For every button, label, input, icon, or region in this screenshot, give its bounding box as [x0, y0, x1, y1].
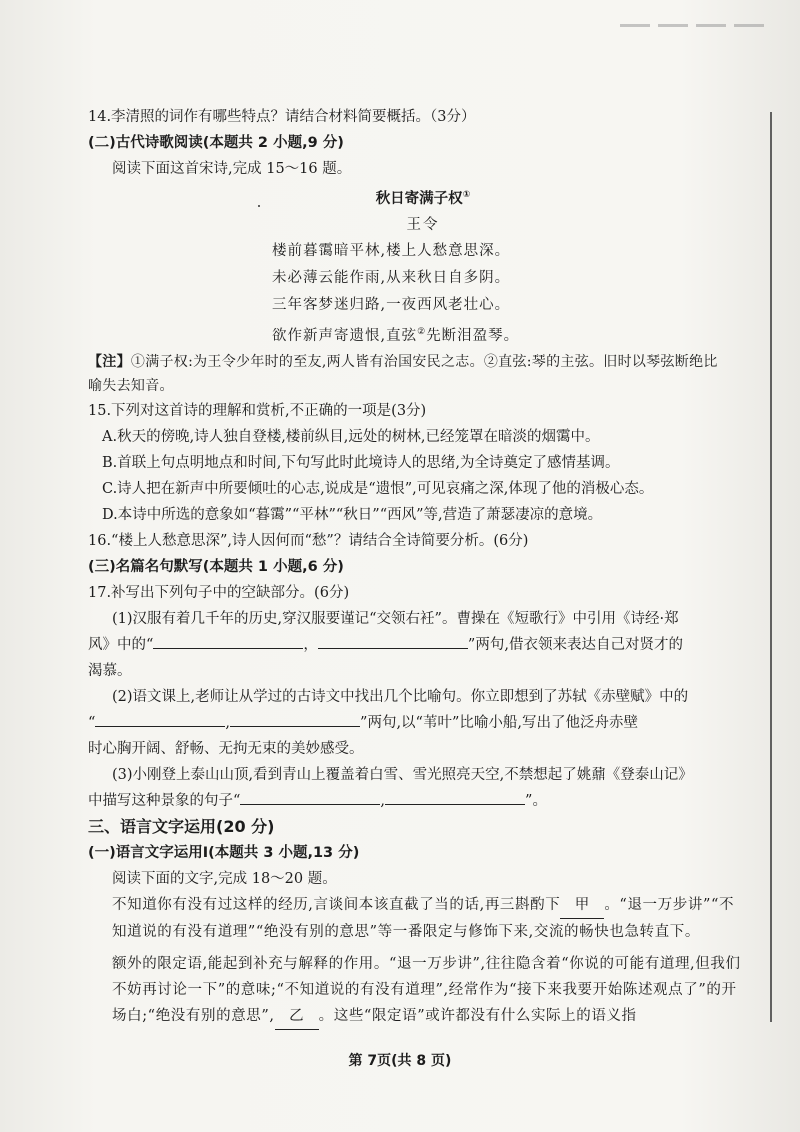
- question-15-option-d: D.本诗中所选的意象如“暮霭”“平林”“秋日”“西风”等,营造了萧瑟凄凉的意境。: [102, 506, 603, 523]
- poem-notes: [88, 350, 720, 398]
- reading-instruction-2: 阅读下面的文字,完成 18～20 题。: [112, 870, 337, 887]
- blank-marker-jia: 甲: [560, 892, 604, 919]
- q17-part2-prefix: “: [88, 714, 96, 731]
- q17-part2-line1: (2)语文课上,老师让从学过的古诗文中找出几个比喻句。你立即想到了苏轼《赤壁赋》中的: [112, 688, 689, 705]
- answer-blank-1[interactable]: [153, 632, 303, 649]
- answer-blank-5[interactable]: [240, 788, 380, 805]
- passage-p2-b: 。这些“限定语”或许都没有什么实际上的语义指: [318, 1007, 637, 1024]
- poem-line-4: [88, 319, 718, 350]
- section-3-heading: (三)名篇名句默写(本题共 1 小题,6 分): [88, 558, 344, 575]
- page-footer: 第 7页(共 8 页): [348, 1053, 452, 1069]
- question-17-stem: 17.补写出下列句子中的空缺部分。(6分): [88, 584, 350, 601]
- q17-part1-suffix: ”两句,借衣领来表达自己对贤才的: [467, 636, 683, 653]
- poem-author: 王令: [406, 216, 440, 233]
- q17-part3-separator: ,: [380, 792, 386, 809]
- poem-line-4-b: 先断泪盈琴。: [426, 327, 520, 344]
- poem-line-3: 三年客梦迷归路,一夜西风老壮心。: [272, 296, 511, 313]
- q17-part1-prefix: 风》中的“: [88, 636, 154, 653]
- q17-part1-line1: (1)汉服有着几千年的历史,穿汉服要谨记“交领右衽”。曹操在《短歌行》中引用《诗经·郑: [112, 610, 679, 627]
- margin-rule: [770, 112, 772, 1022]
- question-15-option-a: A.秋天的傍晚,诗人独自登楼,楼前纵目,远处的树林,已经笼罩在暗淡的烟霭中。: [102, 428, 600, 445]
- blank-marker-yi: 乙: [275, 1003, 319, 1030]
- poem-line-2: 未必薄云能作雨,从来秋日自多阴。: [272, 269, 511, 286]
- note-label: 【注】: [88, 353, 131, 370]
- q17-part3-line2: [88, 788, 718, 814]
- passage-p2-a: 额外的限定语,能起到补充与解释的作用。“退一万步讲”,往往隐含着“你说的可能有道理,但我们不妨再讨论一下”的意味;“不知道说的有没有道理”,经常作为“接下来我要开始陈述观点了”的开场白;“绝没有别的意思”,: [112, 955, 741, 1024]
- question-15-option-b: B.首联上句点明地点和时间,下句写此时此境诗人的思绪,为全诗奠定了感情基调。: [102, 454, 620, 471]
- part-3-heading: 三、语言文字运用(20 分): [88, 816, 275, 836]
- q17-part2-separator: ,: [225, 714, 231, 731]
- q17-part2-line3: 时心胸开阔、舒畅、无拘无束的美妙感受。: [88, 740, 364, 757]
- question-16: 16.“楼上人愁意思深”,诗人因何而“愁”？请结合全诗简要分析。(6分): [88, 532, 529, 549]
- q17-part2-suffix: ”两句,以“苇叶”比喻小船,写出了他泛舟赤壁: [360, 714, 638, 731]
- q17-part2-line2: [88, 710, 718, 736]
- note-text: ①满子权:为王令少年时的至友,两人皆有治国安民之志。②直弦:琴的主弦。旧时以琴弦断绝比喻失去知音。: [88, 353, 718, 394]
- question-14: 14.李清照的词作有哪些特点？请结合材料简要概括。（3分）: [88, 109, 476, 125]
- poem-title: [128, 182, 718, 212]
- answer-blank-2[interactable]: [318, 632, 468, 649]
- page-content: [88, 104, 741, 1030]
- poem-line-4-note-mark: ②: [417, 326, 427, 337]
- section-2-heading: (二)古代诗歌阅读(本题共 2 小题,9 分): [88, 135, 344, 151]
- scan-smudge: [620, 24, 770, 27]
- poem-title-text: 秋日寄满子权: [375, 190, 463, 207]
- passage-paragraph-2: [88, 951, 742, 1030]
- poem-line-1: 楼前暮霭暗平林,楼上人愁意思深。: [272, 242, 511, 259]
- question-15-stem: 15.下列对这首诗的理解和赏析,不正确的一项是(3分): [88, 402, 427, 419]
- answer-blank-4[interactable]: [230, 710, 360, 727]
- passage-paragraph-1: [88, 892, 742, 945]
- poem-title-note-mark: ①: [462, 190, 471, 200]
- reading-instruction-1: 阅读下面这首宋诗,完成 15～16 题。: [112, 161, 352, 177]
- q17-part1-line3: 渴慕。: [88, 662, 132, 679]
- answer-blank-6[interactable]: [385, 788, 525, 805]
- q17-part3-line1: (3)小刚登上泰山山顶,看到青山上覆盖着白雪、雪光照亮天空,不禁想起了姚鼐《登泰山记》: [112, 766, 693, 783]
- passage-p1-b: 。“退一万步讲”“不知道说的有没有道理”“绝没有别的意思”等一番限定与修饰下来,交流的畅快也急转直下。: [112, 896, 735, 940]
- subsection-1-heading: (一)语言文字运用Ⅰ(本题共 3 小题,13 分): [88, 844, 360, 861]
- q17-part1-separator: ，: [303, 636, 318, 653]
- question-15-option-c: C.诗人把在新声中所要倾吐的心志,说成是“遗恨”,可见哀痛之深,体现了他的消极心态。: [102, 480, 654, 497]
- answer-blank-3[interactable]: [95, 710, 225, 727]
- q17-part3-prefix: 中描写这种景象的句子“: [88, 792, 241, 809]
- passage-p1-a: 不知道你有没有过这样的经历,言谈间本该直截了当的话,再三斟酌下: [112, 896, 561, 913]
- q17-part3-suffix: ”。: [525, 792, 547, 809]
- poem-line-4-a: 欲作新声寄遗恨,直弦: [272, 327, 418, 344]
- q17-part1-line2: [88, 632, 718, 658]
